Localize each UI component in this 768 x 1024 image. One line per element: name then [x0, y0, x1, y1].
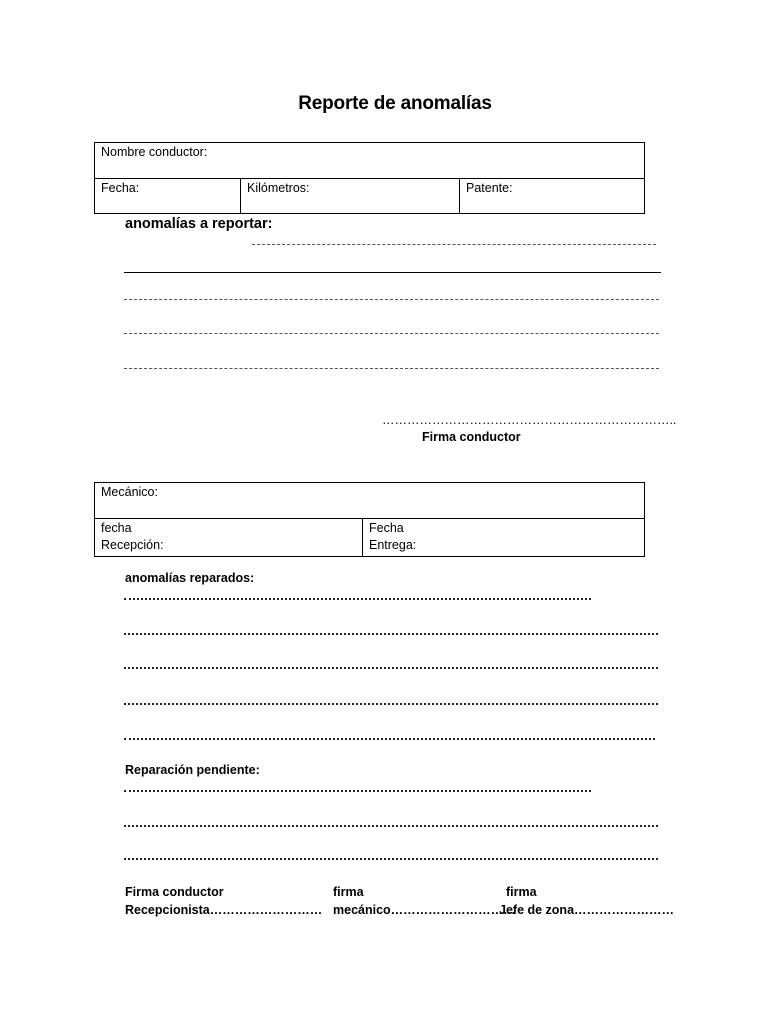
- kilometers-field[interactable]: Kilómetros:: [241, 179, 460, 214]
- anomalies-line-2[interactable]: [124, 272, 661, 273]
- delivery-date-field[interactable]: [363, 519, 645, 557]
- plate-field[interactable]: Patente:: [460, 179, 645, 214]
- anomalies-line-3[interactable]: [124, 299, 659, 300]
- driver-info-table: [94, 142, 645, 214]
- repaired-line-2[interactable]: [124, 633, 658, 635]
- mechanic-info-table: [94, 482, 645, 557]
- delivery-date-label-1: Fecha: [369, 521, 404, 535]
- mechanic-field[interactable]: Mecánico:: [95, 483, 645, 519]
- page-title: Reporte de anomalías: [298, 93, 492, 114]
- anomalies-heading: anomalías a reportar:: [125, 216, 273, 232]
- pending-line-2[interactable]: [124, 825, 658, 827]
- signature-zone-chief-line-2: Jefe de zona……………………: [499, 903, 675, 917]
- repaired-line-4[interactable]: [124, 703, 658, 705]
- reception-date-label-1: fecha: [101, 521, 132, 535]
- anomalies-line-1[interactable]: [252, 244, 656, 245]
- repaired-line-5[interactable]: [124, 738, 655, 740]
- pending-heading: Reparación pendiente:: [125, 763, 260, 777]
- repaired-line-3[interactable]: [124, 667, 658, 669]
- repaired-heading: anomalías reparados:: [125, 571, 255, 585]
- pending-line-3[interactable]: [124, 858, 658, 860]
- signature-zone-chief-line-1: firma: [506, 885, 537, 899]
- driver-signature-label: Firma conductor: [422, 430, 521, 444]
- anomalies-line-5[interactable]: [124, 368, 659, 369]
- signature-receptionist-line-1: Firma conductor: [125, 885, 224, 899]
- date-field[interactable]: Fecha:: [95, 179, 241, 214]
- signature-mechanic-line-2: mecánico…………………………: [333, 903, 516, 917]
- signature-mechanic[interactable]: [333, 883, 516, 919]
- signature-receptionist[interactable]: [125, 883, 322, 919]
- signature-receptionist-line-2: Recepcionista………………………: [125, 903, 323, 917]
- reception-date-field[interactable]: [95, 519, 363, 557]
- reception-date-label-2: Recepción:: [101, 538, 164, 552]
- delivery-date-label-2: Entrega:: [369, 538, 417, 552]
- signature-zone-chief[interactable]: [499, 883, 674, 919]
- driver-name-field[interactable]: Nombre conductor:: [95, 143, 645, 179]
- repaired-line-1[interactable]: [124, 598, 591, 600]
- pending-line-1[interactable]: [124, 790, 591, 792]
- driver-signature-line[interactable]: ……………………………………………………………..: [382, 413, 677, 427]
- signature-mechanic-line-1: firma: [333, 885, 364, 899]
- anomalies-line-4[interactable]: [124, 333, 659, 334]
